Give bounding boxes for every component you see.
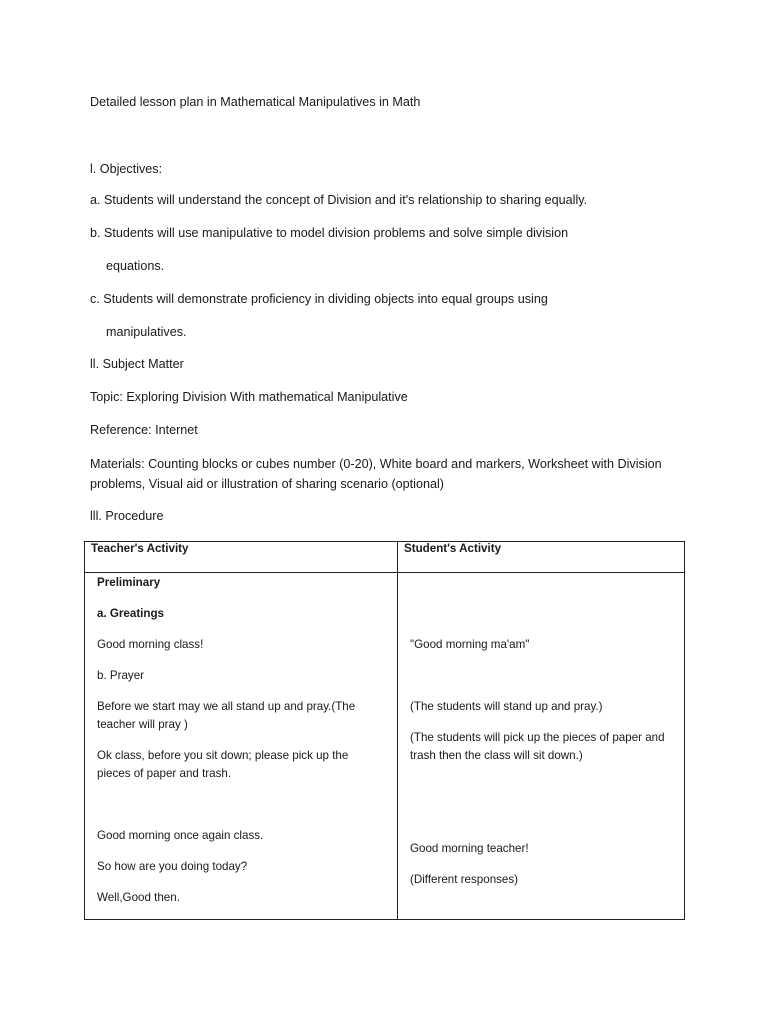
materials-line: Materials: Counting blocks or cubes number (0-20), White board and markers, Worksheet with Division problems, Visual aid or illustration of sharing scenario (optional) (90, 457, 662, 491)
preliminary-label: Preliminary (97, 576, 161, 589)
table-row (85, 573, 685, 920)
reference-line: Reference: Internet (90, 423, 198, 437)
student-good-morning-teacher: Good morning teacher! (410, 842, 529, 855)
student-responses: (Different responses) (410, 873, 519, 886)
objective-b-line2: equations. (106, 259, 165, 273)
student-pick-up: (The students will pick up the pieces of paper and trash then the class will sit down.) (410, 731, 665, 762)
objective-a: a. Students will understand the concept of Division and it's relationship to sharing equally. (90, 193, 588, 207)
teacher-good-morning: Good morning class! (97, 638, 204, 651)
teacher-once-again: Good morning once again class. (97, 829, 264, 842)
procedure-table (84, 541, 685, 920)
topic-line: Topic: Exploring Division With mathematical Manipulative (90, 390, 408, 404)
student-stand-pray: (The students will stand up and pray.) (410, 700, 603, 713)
objective-b-line1: b. Students will use manipulative to model division problems and solve simple division (90, 226, 569, 240)
prayer-label: b. Prayer (97, 669, 145, 682)
teacher-how-are-you: So how are you doing today? (97, 860, 248, 873)
teacher-good-then: Well,Good then. (97, 891, 180, 904)
procedure-heading: lll. Procedure (90, 509, 164, 523)
teacher-pray: Before we start may we all stand up and pray.(The teacher will pray ) (97, 700, 356, 731)
header-student-activity: Student's Activity (398, 542, 685, 573)
teacher-activity-cell (85, 573, 398, 920)
objective-c-line1: c. Students will demonstrate proficiency in dividing objects into equal groups using (90, 292, 548, 306)
subject-matter-heading: ll. Subject Matter (90, 357, 184, 371)
objectives-heading: l. Objectives: (90, 162, 163, 176)
teacher-pick-up: Ok class, before you sit down; please pick up the pieces of paper and trash. (97, 749, 349, 780)
document-title: Detailed lesson plan in Mathematical Manipulatives in Math (90, 95, 421, 109)
student-good-morning: "Good morning ma'am" (410, 638, 530, 651)
objective-c-line2: manipulatives. (106, 325, 187, 339)
header-teacher-activity: Teacher's Activity (85, 542, 398, 573)
greetings-label: a. Greatings (97, 607, 165, 620)
table-header-row (85, 542, 685, 573)
student-activity-cell (398, 573, 685, 920)
